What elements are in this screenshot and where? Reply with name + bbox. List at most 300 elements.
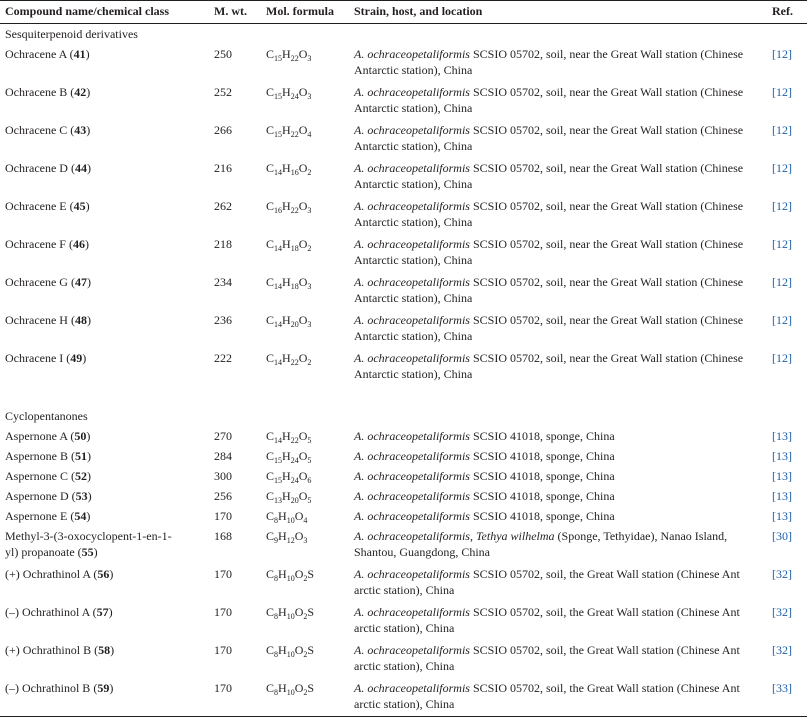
molecular-formula: [261, 602, 349, 640]
compound-name-cell: Methyl-3-(3-oxocyclopent-1-en-1-yl) propanoate (55): [5, 529, 172, 559]
source-detail: SCSIO 05702, soil, near the Great Wall station (Chinese Antarctic station), China: [354, 47, 744, 77]
table-row: [0, 82, 807, 120]
molecular-weight: 270: [214, 429, 232, 443]
species-name: A. ochraceopetaliformis: [354, 237, 470, 251]
compound-name: Ochracene G (: [5, 275, 75, 289]
molecular-formula: [261, 640, 349, 678]
formula-element: C: [266, 313, 275, 327]
formula-element: H: [278, 681, 287, 695]
formula-element: C: [266, 567, 275, 581]
species-name: A. ochraceopetaliformis, Tethya wilhelma: [354, 529, 555, 543]
molecular-weight: 170: [214, 509, 232, 523]
molecular-weight: 266: [214, 123, 232, 137]
reference-link[interactable]: [33]: [772, 681, 792, 695]
species-name: A. ochraceopetaliformis: [354, 567, 470, 581]
table-row: [0, 426, 807, 446]
formula-count: 9: [274, 536, 279, 545]
formula-element: S: [307, 681, 315, 695]
gap-cell: [0, 386, 807, 406]
section-title: Cyclopentanones: [5, 409, 88, 423]
reference-cell: [767, 446, 807, 466]
compound-name: Aspernone C (: [5, 469, 75, 483]
source-detail: SCSIO 41018, sponge, China: [469, 489, 615, 503]
compound-name: Aspernone E (: [5, 509, 75, 523]
formula-count: 24: [290, 476, 299, 485]
formula-count: 15: [274, 92, 283, 101]
compound-name-cell: Ochracene F (46): [5, 237, 89, 251]
reference-cell: [767, 310, 807, 348]
source-detail: SCSIO 05702, soil, near the Great Wall station (Chinese Antarctic station), China: [354, 199, 744, 229]
formula-element: H: [282, 351, 291, 365]
compound-name-cell: Ochracene G (47): [5, 275, 91, 289]
compound-number: 43: [74, 123, 87, 137]
compound-name-cell: Aspernone A (50): [5, 429, 91, 443]
source-detail: SCSIO 05702, soil, the Great Wall station (Chinese Ant arctic station), China: [354, 643, 740, 673]
molecular-weight: 216: [214, 161, 232, 175]
table-row: [0, 348, 807, 386]
formula-count: 8: [274, 688, 279, 697]
compound-number: 45: [73, 199, 86, 213]
reference-link[interactable]: [12]: [772, 351, 792, 365]
source-cell: [349, 348, 767, 386]
formula-count: 10: [286, 574, 295, 583]
reference-link[interactable]: [12]: [772, 47, 792, 61]
molecular-formula: [261, 348, 349, 386]
molecular-formula: [261, 120, 349, 158]
formula-count: 18: [290, 244, 299, 253]
reference-link[interactable]: [12]: [772, 123, 792, 137]
molecular-weight: 170: [214, 643, 232, 657]
formula-element: O: [294, 509, 304, 523]
formula-count: 8: [274, 650, 279, 659]
species-name: A. ochraceopetaliformis: [354, 85, 470, 99]
formula-element: H: [282, 199, 291, 213]
compound-name-cell: (–) Ochrathinol A (57): [5, 605, 113, 619]
molecular-weight: 170: [186, 678, 261, 717]
formula-count: 15: [274, 130, 283, 139]
formula-count: 6: [307, 476, 312, 485]
source-detail: SCSIO 41018, sponge, China: [469, 449, 615, 463]
molecular-formula: [261, 82, 349, 120]
formula-element: C: [266, 429, 275, 443]
species-name: A. ochraceopetaliformis: [354, 489, 470, 503]
source-detail: SCSIO 05702, soil, the Great Wall station (Chinese Ant arctic station), China: [354, 567, 740, 597]
formula-count: 10: [286, 688, 295, 697]
reference-link[interactable]: [13]: [772, 469, 792, 483]
reference-link[interactable]: [12]: [772, 313, 792, 327]
molecular-formula: [261, 526, 349, 564]
molecular-weight: 284: [214, 449, 232, 463]
reference-link[interactable]: [13]: [772, 449, 792, 463]
molecular-formula: [261, 506, 349, 526]
source-cell: [349, 272, 767, 310]
source-detail: SCSIO 41018, sponge, China: [469, 509, 615, 523]
reference-cell: [767, 564, 807, 602]
formula-count: 22: [290, 130, 299, 139]
compound-number: 53: [75, 489, 88, 503]
compound-name-cell: (+) Ochrathinol A (56): [5, 567, 114, 581]
molecular-weight: 218: [214, 237, 232, 251]
reference-cell: [767, 486, 807, 506]
molecular-formula: [261, 446, 349, 466]
reference-link[interactable]: [12]: [772, 237, 792, 251]
compound-name: Ochracene F (: [5, 237, 73, 251]
molecular-weight: 234: [214, 275, 232, 289]
compound-number: 57: [96, 605, 109, 619]
species-name: A. ochraceopetaliformis: [354, 449, 470, 463]
section-title: Sesquiterpenoid derivatives: [5, 27, 138, 41]
compound-number: 50: [74, 429, 87, 443]
molecular-weight: 168: [214, 529, 232, 543]
formula-element: O: [298, 429, 308, 443]
reference-cell: [767, 348, 807, 386]
compound-name-cell: Aspernone C (52): [5, 469, 91, 483]
formula-count: 2: [307, 168, 312, 177]
formula-count: 22: [290, 436, 299, 445]
formula-element: O: [298, 85, 308, 99]
section-row: [0, 24, 807, 45]
molecular-weight: 170: [214, 567, 232, 581]
species-name: A. ochraceopetaliformis: [354, 199, 470, 213]
formula-element: O: [298, 489, 308, 503]
formula-count: 14: [274, 436, 283, 445]
formula-count: 22: [290, 206, 299, 215]
reference-link[interactable]: [32]: [772, 567, 792, 581]
source-cell: [349, 234, 767, 272]
formula-element: H: [278, 605, 287, 619]
formula-count: 2: [303, 688, 308, 697]
formula-element: O: [294, 529, 304, 543]
source-detail: SCSIO 41018, sponge, China: [469, 469, 615, 483]
compound-name-cell: Aspernone E (54): [5, 509, 91, 523]
table-row: [0, 564, 807, 602]
formula-element: H: [278, 529, 287, 543]
molecular-formula: [261, 426, 349, 446]
source-detail: SCSIO 05702, soil, near the Great Wall station (Chinese Antarctic station), China: [354, 123, 744, 153]
formula-element: O: [298, 469, 308, 483]
table-row: [0, 506, 807, 526]
compound-number: 44: [74, 161, 87, 175]
reference-link[interactable]: [12]: [772, 199, 792, 213]
compound-number: 55: [81, 545, 94, 559]
formula-count: 15: [274, 54, 283, 63]
formula-element: H: [278, 509, 287, 523]
section-row: [0, 406, 807, 426]
formula-element: O: [298, 449, 308, 463]
reference-cell: [767, 120, 807, 158]
reference-cell: [767, 678, 807, 717]
formula-element: S: [307, 567, 315, 581]
formula-count: 3: [307, 282, 312, 291]
header-row: [0, 1, 807, 24]
molecular-formula: [261, 196, 349, 234]
formula-count: 2: [307, 244, 312, 253]
formula-element: O: [294, 567, 304, 581]
compound-name: Ochracene B (: [5, 85, 75, 99]
formula-element: H: [282, 123, 291, 137]
reference-cell: [767, 602, 807, 640]
header-name: Compound name/chemical class: [0, 1, 186, 24]
formula-element: C: [266, 449, 275, 463]
molecular-weight: 236: [214, 313, 232, 327]
compound-name: (–) Ochrathinol B (: [5, 681, 98, 695]
formula-count: 18: [290, 282, 299, 291]
formula-element: H: [282, 469, 291, 483]
molecular-weight: 222: [214, 351, 232, 365]
compound-name-cell: Ochracene H (48): [5, 313, 91, 327]
formula-count: 5: [307, 436, 312, 445]
formula-count: 3: [307, 206, 312, 215]
formula-count: 13: [274, 496, 283, 505]
source-cell: [349, 158, 767, 196]
header-source: Strain, host, and location: [349, 1, 767, 24]
formula-count: 2: [303, 650, 308, 659]
compound-name: Aspernone A (: [5, 429, 75, 443]
compound-name-cell: (+) Ochrathinol B (58): [5, 643, 115, 657]
reference-link[interactable]: [32]: [772, 605, 792, 619]
source-cell: [349, 678, 767, 717]
source-detail: SCSIO 05702, soil, near the Great Wall station (Chinese Antarctic station), China: [354, 161, 744, 191]
table-row: [0, 602, 807, 640]
compound-name: Ochracene D (: [5, 161, 75, 175]
formula-element: O: [298, 47, 308, 61]
reference-link[interactable]: [12]: [772, 161, 792, 175]
source-cell: [349, 564, 767, 602]
formula-count: 15: [274, 456, 283, 465]
formula-element: O: [298, 199, 308, 213]
formula-count: 24: [290, 92, 299, 101]
formula-element: C: [266, 529, 275, 543]
species-name: A. ochraceopetaliformis: [354, 605, 470, 619]
compound-name-cell: Ochracene A (41): [5, 47, 90, 61]
table-row: [0, 446, 807, 466]
compound-name: (–) Ochrathinol A (: [5, 605, 97, 619]
compound-number: 54: [74, 509, 87, 523]
molecular-formula: [261, 486, 349, 506]
compound-name: Ochracene I (: [5, 351, 71, 365]
source-detail: SCSIO 05702, soil, near the Great Wall station (Chinese Antarctic station), China: [354, 275, 744, 305]
formula-count: 20: [290, 320, 299, 329]
table-row: [0, 44, 807, 82]
formula-count: 3: [307, 320, 312, 329]
source-cell: [349, 310, 767, 348]
source-cell: [349, 120, 767, 158]
formula-element: S: [307, 605, 315, 619]
source-cell: [349, 196, 767, 234]
formula-element: O: [298, 351, 308, 365]
compound-number: 48: [74, 313, 87, 327]
formula-count: 10: [286, 516, 295, 525]
header-ref: Ref.: [767, 1, 807, 24]
compound-name: Ochracene E (: [5, 199, 74, 213]
source-detail: SCSIO 05702, soil, the Great Wall station (Chinese Ant arctic station), China: [354, 605, 740, 635]
reference-link[interactable]: [30]: [772, 529, 792, 543]
reference-link[interactable]: [12]: [772, 85, 792, 99]
source-cell: [349, 486, 767, 506]
formula-count: 14: [274, 244, 283, 253]
compound-name-cell: (–) Ochrathinol B (59): [0, 678, 186, 717]
species-name: A. ochraceopetaliformis: [354, 469, 470, 483]
header-mw: M. wt.: [186, 1, 261, 24]
compound-name-cell: Ochracene C (43): [5, 123, 91, 137]
formula-element: O: [294, 605, 304, 619]
formula-element: C: [266, 85, 275, 99]
formula-count: 2: [307, 358, 312, 367]
compound-name-cell: Aspernone B (51): [5, 449, 91, 463]
source-detail: (Sponge, Tethyidae), Nanao Island, Shantou, Guangdong, China: [354, 529, 728, 559]
species-name: A. ochraceopetaliformis: [354, 429, 470, 443]
source-cell: [349, 426, 767, 446]
reference-link[interactable]: [13]: [772, 429, 792, 443]
compound-number: 51: [74, 449, 87, 463]
source-detail: SCSIO 05702, soil, near the Great Wall station (Chinese Antarctic station), China: [354, 85, 744, 115]
formula-count: 4: [307, 130, 312, 139]
molecular-formula: [261, 678, 349, 717]
compound-name-cell: Ochracene D (44): [5, 161, 91, 175]
molecular-weight: 256: [214, 489, 232, 503]
species-name: A. ochraceopetaliformis: [354, 313, 470, 327]
molecular-formula: [261, 466, 349, 486]
reference-cell: [767, 158, 807, 196]
reference-link[interactable]: [13]: [772, 489, 792, 503]
reference-cell: [767, 526, 807, 564]
formula-element: H: [282, 489, 291, 503]
molecular-formula: [261, 158, 349, 196]
compound-name: Ochracene C (: [5, 123, 75, 137]
formula-element: H: [282, 47, 291, 61]
table-row: [0, 196, 807, 234]
source-detail: SCSIO 05702, soil, the Great Wall station (Chinese Ant arctic station), China: [354, 681, 740, 711]
formula-element: H: [282, 237, 291, 251]
reference-link[interactable]: [32]: [772, 643, 792, 657]
source-detail: SCSIO 05702, soil, near the Great Wall station (Chinese Antarctic station), China: [354, 351, 744, 381]
formula-element: C: [266, 123, 275, 137]
molecular-formula: [261, 44, 349, 82]
formula-element: H: [282, 429, 291, 443]
section-gap: [0, 386, 807, 406]
compound-name: (+) Ochrathinol B (: [5, 643, 99, 657]
formula-element: C: [266, 489, 275, 503]
source-cell: [349, 526, 767, 564]
formula-count: 3: [307, 92, 312, 101]
formula-count: 5: [307, 456, 312, 465]
table-row: [0, 486, 807, 506]
formula-count: 12: [286, 536, 295, 545]
formula-count: 10: [286, 650, 295, 659]
formula-count: 4: [303, 516, 308, 525]
reference-cell: [767, 44, 807, 82]
source-cell: [349, 44, 767, 82]
formula-element: C: [266, 643, 275, 657]
formula-element: C: [266, 161, 275, 175]
table-row: [0, 466, 807, 486]
compound-name-cell: Ochracene E (45): [5, 199, 90, 213]
species-name: A. ochraceopetaliformis: [354, 161, 470, 175]
formula-count: 3: [303, 536, 308, 545]
compound-number: 58: [98, 643, 111, 657]
formula-element: C: [266, 47, 275, 61]
species-name: A. ochraceopetaliformis: [354, 123, 470, 137]
molecular-weight: 300: [214, 469, 232, 483]
compound-name: (+) Ochrathinol A (: [5, 567, 98, 581]
molecular-weight: 262: [214, 199, 232, 213]
formula-count: 24: [290, 456, 299, 465]
source-cell: [349, 506, 767, 526]
compound-name: Aspernone D (: [5, 489, 76, 503]
table-body: [0, 24, 807, 717]
source-cell: [349, 640, 767, 678]
compound-number: 42: [74, 85, 87, 99]
compound-name-cell: Aspernone D (53): [5, 489, 92, 503]
formula-count: 14: [274, 358, 283, 367]
formula-element: H: [282, 161, 291, 175]
compound-name: Ochracene H (: [5, 313, 75, 327]
reference-cell: [767, 196, 807, 234]
molecular-formula: [261, 234, 349, 272]
compound-number: 49: [70, 351, 83, 365]
formula-count: 10: [286, 612, 295, 621]
formula-element: H: [278, 643, 287, 657]
compound-name: Methyl-3-(3-oxocyclopent-1-en-1-yl) propanoate (: [5, 529, 172, 559]
table-row: [0, 120, 807, 158]
molecular-weight: 252: [214, 85, 232, 99]
reference-cell: [767, 640, 807, 678]
molecular-formula: [261, 272, 349, 310]
compound-name-cell: Ochracene B (42): [5, 85, 91, 99]
formula-element: H: [282, 275, 291, 289]
table-row: [0, 640, 807, 678]
species-name: A. ochraceopetaliformis: [354, 47, 470, 61]
formula-element: O: [298, 237, 308, 251]
table-row: [0, 526, 807, 564]
formula-element: C: [266, 275, 275, 289]
compound-number: 41: [73, 47, 86, 61]
formula-element: C: [266, 681, 275, 695]
compound-number: 47: [74, 275, 87, 289]
reference-cell: [767, 506, 807, 526]
formula-count: 8: [274, 612, 279, 621]
formula-element: O: [298, 123, 308, 137]
formula-count: 16: [274, 206, 283, 215]
source-detail: SCSIO 05702, soil, near the Great Wall station (Chinese Antarctic station), China: [354, 237, 744, 267]
formula-count: 14: [274, 320, 283, 329]
reference-cell: [767, 426, 807, 446]
table-row: [0, 272, 807, 310]
formula-element: O: [298, 275, 308, 289]
reference-cell: [767, 234, 807, 272]
source-detail: SCSIO 05702, soil, near the Great Wall station (Chinese Antarctic station), China: [354, 313, 744, 343]
source-cell: [349, 466, 767, 486]
compound-name: Ochracene A (: [5, 47, 74, 61]
table-row: [0, 310, 807, 348]
formula-count: 8: [274, 574, 279, 583]
compound-number: 56: [97, 567, 110, 581]
formula-element: S: [307, 643, 315, 657]
molecular-formula: [261, 564, 349, 602]
formula-count: 8: [274, 516, 279, 525]
formula-element: H: [282, 449, 291, 463]
reference-link[interactable]: [13]: [772, 509, 792, 523]
source-cell: [349, 602, 767, 640]
formula-element: H: [282, 85, 291, 99]
formula-count: 5: [307, 496, 312, 505]
formula-element: O: [298, 313, 308, 327]
compound-name-cell: Ochracene I (49): [5, 351, 87, 365]
formula-count: 20: [290, 496, 299, 505]
reference-link[interactable]: [12]: [772, 275, 792, 289]
formula-element: C: [266, 199, 275, 213]
source-detail: SCSIO 41018, sponge, China: [469, 429, 615, 443]
